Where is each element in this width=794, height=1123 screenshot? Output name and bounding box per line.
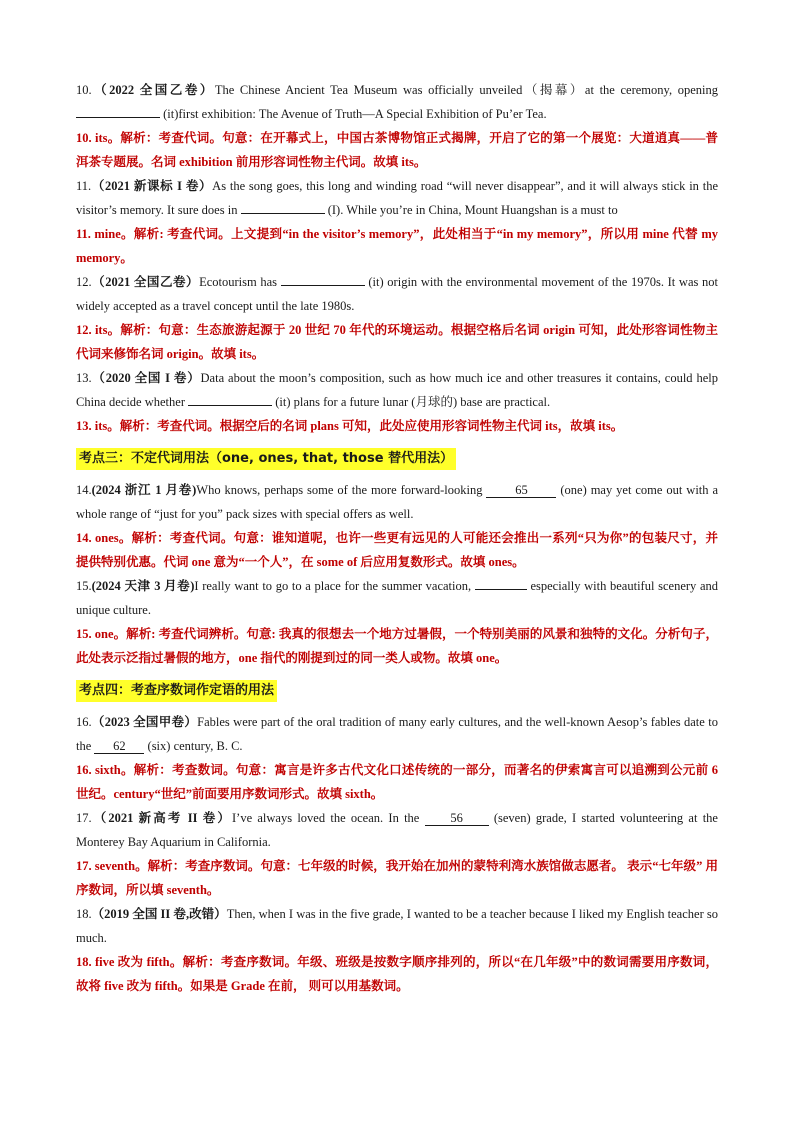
question-number: 11. [76, 179, 92, 193]
question-source: （2021 新高考 II 卷） [91, 811, 232, 825]
section-heading-4: 考点四：考查序数词作定语的用法 [76, 680, 277, 702]
answer-blank[interactable] [241, 199, 325, 214]
question-12 [76, 270, 718, 318]
question-text: (it) origin with the environmental movement of the 1970s. It was not widely accepted as a travel concept until the late 1980s. [76, 275, 718, 313]
question-text: (one) may yet come out with a whole range of “just for you” pack sizes with special offers as well. [76, 483, 718, 521]
question-source: (2024 浙江 1 月卷) [91, 483, 197, 497]
question-text: I really want to go to a place for the summer vacation, [194, 579, 475, 593]
answer-blank[interactable]: 62 [94, 739, 144, 754]
question-text: Then, when I was in the five grade, I wanted to be a teacher because I liked my English teacher so much. [76, 907, 719, 945]
question-15 [76, 574, 718, 622]
question-text: I’ve always loved the ocean. In the [232, 811, 425, 825]
question-number: 12. [76, 275, 92, 289]
section-heading-wrap [76, 680, 718, 702]
question-text: Who knows, perhaps some of the more forward-looking [196, 483, 487, 497]
answer-17: 17. seventh。解析：考查序数词。句意：七年级的时候，我开始在加州的蒙特利湾水族馆做志愿者。 表示“七年级” 用序数词，所以填 seventh。 [76, 859, 718, 897]
section-heading-wrap [76, 448, 718, 470]
question-number: 13. [76, 371, 92, 385]
answer-blank[interactable] [281, 271, 365, 286]
question-11 [76, 174, 718, 222]
question-number: 18. [76, 907, 92, 921]
answer-blank[interactable] [188, 391, 272, 406]
question-text: Data about the moon’s composition, such as how much ice and other treasures it contains, could help China decide whether [76, 371, 718, 409]
question-number: 10. [76, 83, 92, 97]
answer-13: 13. its。解析：考查代词。根据空后的名词 plans 可知，此处应使用形容词性物主代词 its，故填 its。 [76, 419, 624, 433]
question-source: （2022 全国乙卷） [91, 83, 215, 97]
question-source: （2020 全国 I 卷） [91, 371, 201, 385]
answer-16: 16. sixth。解析：考查数词。句意：寓言是许多古代文化口述传统的一部分，而著名的伊索寓言可以追溯到公元前 6 世纪。century“世纪”前面要用序数词形式。故填 sixth。 [76, 763, 718, 801]
question-text: (seven) grade, I started volunteering at the Monterey Bay Aquarium in California. [76, 811, 718, 849]
question-14 [76, 478, 718, 526]
question-source: （2019 全国 II 卷,改错） [91, 907, 227, 921]
question-source: （2021 新课标 I 卷） [91, 179, 213, 193]
question-17 [76, 806, 718, 854]
question-number: 14. [76, 483, 92, 497]
question-number: 17. [76, 811, 92, 825]
question-text: especially with beautiful scenery and unique culture. [76, 579, 718, 617]
question-source: (2024 天津 3 月卷) [91, 579, 195, 593]
answer-blank[interactable] [76, 103, 160, 118]
question-number: 15. [76, 579, 92, 593]
question-source: （2021 全国乙卷） [91, 275, 200, 289]
question-text: (it)first exhibition: The Avenue of Truth—A Special Exhibition of Pu’er Tea. [160, 107, 547, 121]
question-text: Ecotourism has [199, 275, 281, 289]
answer-15: 15. one。解析: 考查代词辨析。句意: 我真的很想去一个地方过暑假，一个特别美丽的风景和独特的文化。分析句子，此处表示泛指过暑假的地方，one 指代的刚提到过的同一类人或物。故填 one。 [76, 627, 718, 665]
question-text: (six) century, B. C. [144, 739, 243, 753]
answer-blank[interactable]: 65 [486, 483, 556, 498]
question-number: 16. [76, 715, 92, 729]
question-text: (it) plans for a future lunar (月球的) base are practical. [272, 395, 551, 409]
question-text: The Chinese Ancient Tea Museum was officially unveiled（揭幕）at the ceremony, opening [214, 83, 718, 97]
question-13 [76, 366, 718, 414]
question-source: （2023 全国甲卷） [91, 715, 198, 729]
answer-blank[interactable] [475, 575, 527, 590]
answer-18: 18. five 改为 fifth。解析：考查序数词。年级、班级是按数字顺序排列的，所以“在几年级”中的数词需要用序数词，故将 five 改为 fifth。如果是 Grade 在前， 则可以用基数词。 [76, 955, 718, 993]
section-heading-3: 考点三：不定代词用法（one, ones, that, those 替代用法） [76, 448, 456, 470]
question-text: (I). While you’re in China, Mount Huangshan is a must to [324, 203, 618, 217]
answer-12: 12. its。解析：句意：生态旅游起源于 20 世纪 70 年代的环境运动。根据空格后名词 origin 可知，此处形容词性物主代词来修饰名词 origin。故填 its。 [76, 323, 718, 361]
question-18 [76, 902, 718, 950]
answer-11: 11. mine。解析: 考查代词。上文提到“in the visitor’s memory”，此处相当于“in my memory”，所以用 mine 代替 my memory。 [76, 227, 718, 265]
answer-14: 14. ones。解析：考查代词。句意：谁知道呢，也许一些更有远见的人可能还会推出一系列“只为你”的包装尺寸，并提供特别优惠。代词 one 意为“一个人”，在 some of 后应用复数形式。故填 ones。 [76, 531, 718, 569]
question-text: As the song goes, this long and winding road “will never disappear”, and it will always stick in the visitor’s memory. It sure does in [76, 179, 718, 217]
question-text: Fables were part of the oral tradition of many early cultures, and the well-known Aesop’s fables date to the [76, 715, 718, 753]
question-16 [76, 710, 718, 758]
answer-blank[interactable]: 56 [425, 811, 489, 826]
document-page [76, 78, 718, 998]
answer-10: 10. its。解析：考查代词。句意：在开幕式上，中国古茶博物馆正式揭牌，开启了它的第一个展览：大道逍真——普洱茶专题展。名词 exhibition 前用形容词性物主代词。故填 its。 [76, 131, 718, 169]
question-10 [76, 78, 718, 126]
